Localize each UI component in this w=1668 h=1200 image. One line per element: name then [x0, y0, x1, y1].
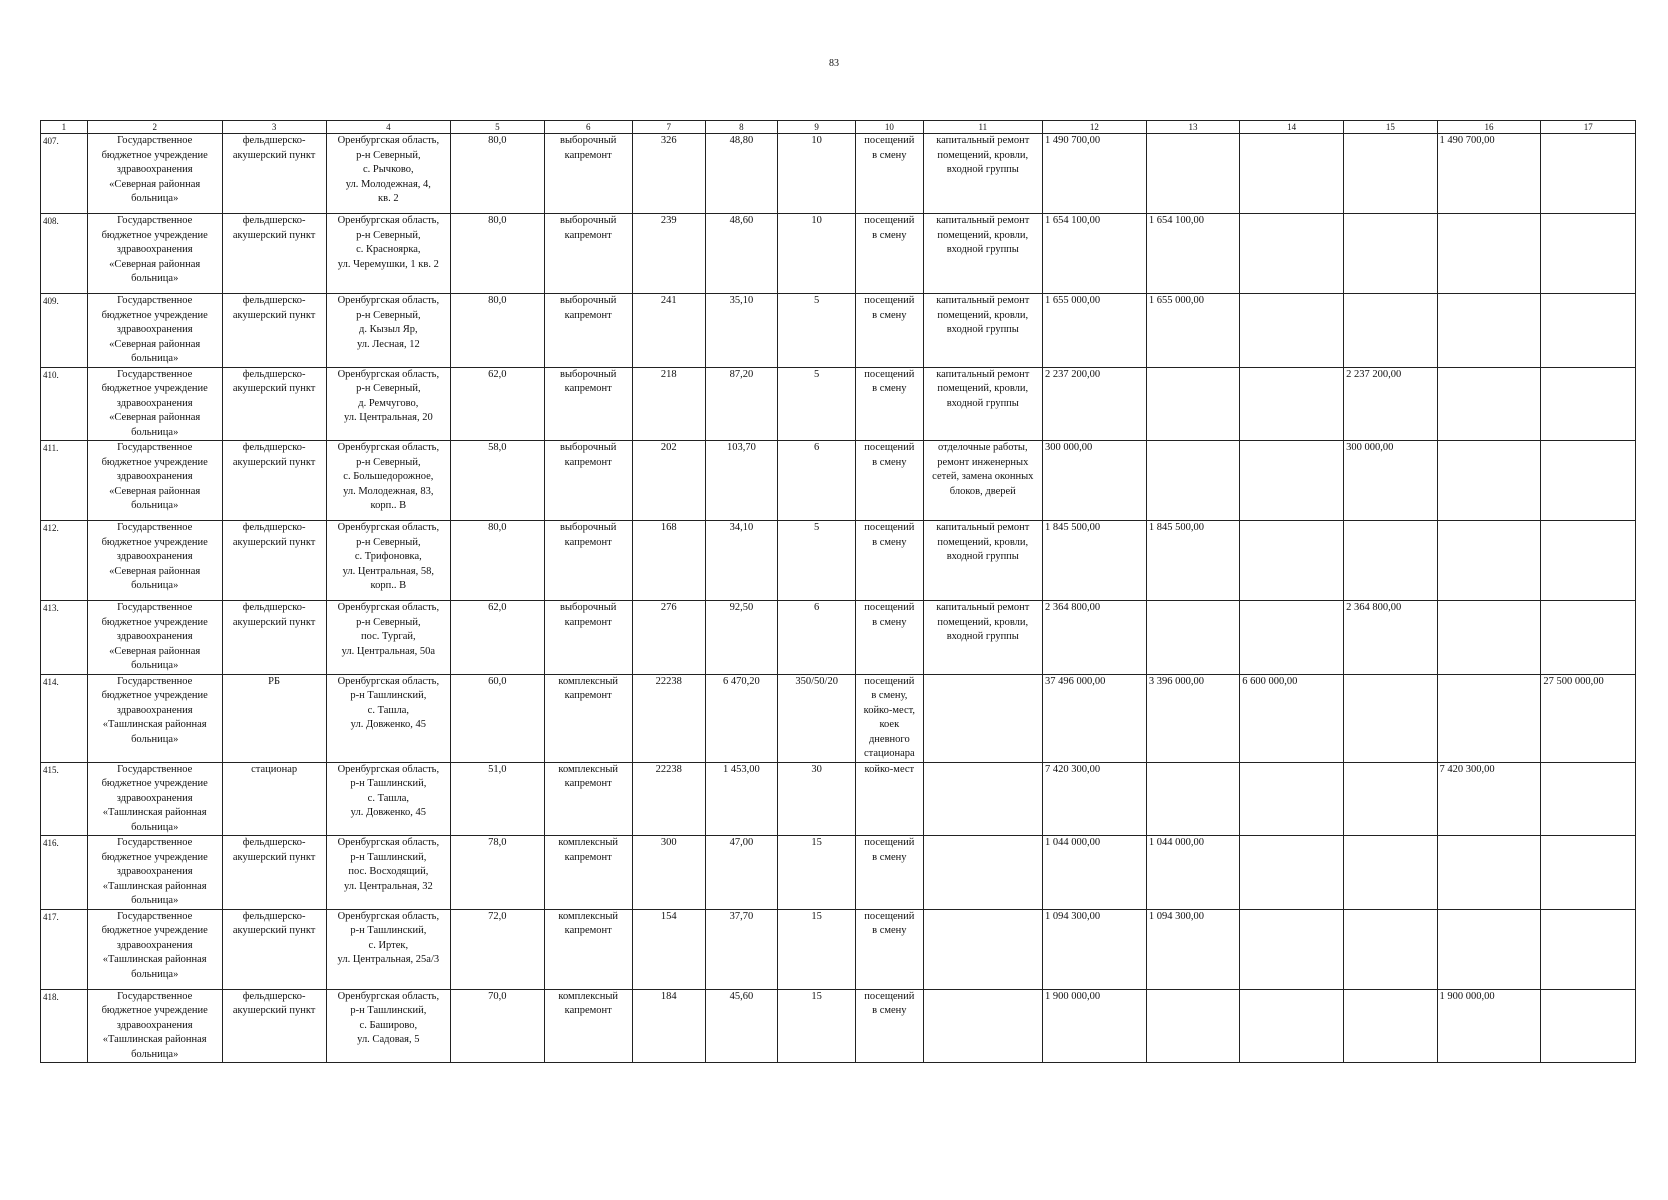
- col9-value: 6: [778, 601, 856, 675]
- col9-value: 10: [778, 214, 856, 294]
- column-number: 3: [222, 121, 326, 134]
- column-number: 13: [1146, 121, 1239, 134]
- col9-value: 350/50/20: [778, 674, 856, 762]
- col8-value: 45,60: [705, 989, 778, 1063]
- facility-address: Оренбургская область, р-н Северный, с. Трифоновка, ул. Центральная, 58, корп.. В: [326, 521, 451, 601]
- organization-name: Государственное бюджетное учреждение здравоохранения «Ташлинская районная больница»: [87, 762, 222, 836]
- work-description: капитальный ремонт помещений, кровли, входной группы: [923, 214, 1042, 294]
- column-number: 5: [451, 121, 544, 134]
- amount-col16: [1437, 294, 1541, 368]
- col9-value: 15: [778, 836, 856, 910]
- col5-value: 80,0: [451, 134, 544, 214]
- amount-total: 2 364 800,00: [1042, 601, 1146, 675]
- amount-col16: [1437, 674, 1541, 762]
- amount-col16: [1437, 367, 1541, 441]
- col7-value: 300: [632, 836, 705, 910]
- column-number: 10: [856, 121, 923, 134]
- table-row: [41, 294, 1636, 368]
- organization-name: Государственное бюджетное учреждение здравоохранения «Северная районная больница»: [87, 367, 222, 441]
- facility-address: Оренбургская область, р-н Ташлинский, с. Иртек, ул. Центральная, 25а/3: [326, 909, 451, 989]
- work-description: капитальный ремонт помещений, кровли, входной группы: [923, 521, 1042, 601]
- facility-type: фельдшерско- акушерский пункт: [222, 441, 326, 521]
- capacity-unit: посещений в смену: [856, 441, 923, 521]
- capital-repair-table: [40, 120, 1636, 1063]
- amount-total: 1 900 000,00: [1042, 989, 1146, 1063]
- capacity-unit: посещений в смену: [856, 294, 923, 368]
- amount-col17: 27 500 000,00: [1541, 674, 1636, 762]
- amount-col14: [1240, 134, 1344, 214]
- amount-col16: [1437, 909, 1541, 989]
- col8-value: 47,00: [705, 836, 778, 910]
- amount-col16: 7 420 300,00: [1437, 762, 1541, 836]
- col9-value: 15: [778, 909, 856, 989]
- col5-value: 60,0: [451, 674, 544, 762]
- table-row: [41, 989, 1636, 1063]
- table-row: [41, 836, 1636, 910]
- facility-address: Оренбургская область, р-н Северный, с. Рычково, ул. Молодежная, 4, кв. 2: [326, 134, 451, 214]
- facility-type: РБ: [222, 674, 326, 762]
- row-number: 412.: [41, 521, 88, 601]
- work-description: [923, 836, 1042, 910]
- amount-col17: [1541, 134, 1636, 214]
- repair-type: комплексный капремонт: [544, 674, 632, 762]
- amount-col16: [1437, 601, 1541, 675]
- page-number: 83: [829, 58, 839, 69]
- col7-value: 154: [632, 909, 705, 989]
- col9-value: 30: [778, 762, 856, 836]
- col8-value: 92,50: [705, 601, 778, 675]
- col7-value: 239: [632, 214, 705, 294]
- table-row: [41, 909, 1636, 989]
- repair-type: выборочный капремонт: [544, 294, 632, 368]
- col5-value: 80,0: [451, 521, 544, 601]
- col7-value: 184: [632, 989, 705, 1063]
- amount-total: 7 420 300,00: [1042, 762, 1146, 836]
- amount-col17: [1541, 601, 1636, 675]
- organization-name: Государственное бюджетное учреждение здравоохранения «Ташлинская районная больница»: [87, 989, 222, 1063]
- row-number: 411.: [41, 441, 88, 521]
- col8-value: 37,70: [705, 909, 778, 989]
- table-row: [41, 214, 1636, 294]
- table-row: [41, 134, 1636, 214]
- amount-col17: [1541, 441, 1636, 521]
- col8-value: 103,70: [705, 441, 778, 521]
- amount-total: 1 845 500,00: [1042, 521, 1146, 601]
- amount-col15: [1344, 521, 1437, 601]
- work-description: капитальный ремонт помещений, кровли, входной группы: [923, 294, 1042, 368]
- column-number: 12: [1042, 121, 1146, 134]
- row-number: 418.: [41, 989, 88, 1063]
- amount-col14: [1240, 601, 1344, 675]
- organization-name: Государственное бюджетное учреждение здравоохранения «Ташлинская районная больница»: [87, 909, 222, 989]
- organization-name: Государственное бюджетное учреждение здравоохранения «Северная районная больница»: [87, 441, 222, 521]
- column-number: 4: [326, 121, 451, 134]
- organization-name: Государственное бюджетное учреждение здравоохранения «Северная районная больница»: [87, 601, 222, 675]
- facility-address: Оренбургская область, р-н Ташлинский, с. Ташла, ул. Довженко, 45: [326, 762, 451, 836]
- table-row: [41, 674, 1636, 762]
- col7-value: 22238: [632, 674, 705, 762]
- organization-name: Государственное бюджетное учреждение здравоохранения «Ташлинская районная больница»: [87, 674, 222, 762]
- amount-col17: [1541, 909, 1636, 989]
- column-number: 6: [544, 121, 632, 134]
- row-number: 413.: [41, 601, 88, 675]
- amount-col13: [1146, 441, 1239, 521]
- amount-col16: [1437, 214, 1541, 294]
- col8-value: 87,20: [705, 367, 778, 441]
- col7-value: 168: [632, 521, 705, 601]
- row-number: 407.: [41, 134, 88, 214]
- capacity-unit: посещений в смену: [856, 909, 923, 989]
- repair-type: комплексный капремонт: [544, 989, 632, 1063]
- facility-address: Оренбургская область, р-н Северный, с. Красноярка, ул. Черемушки, 1 кв. 2: [326, 214, 451, 294]
- organization-name: Государственное бюджетное учреждение здравоохранения «Северная районная больница»: [87, 214, 222, 294]
- amount-col14: [1240, 521, 1344, 601]
- col9-value: 5: [778, 367, 856, 441]
- column-number: 14: [1240, 121, 1344, 134]
- col8-value: 48,80: [705, 134, 778, 214]
- work-description: капитальный ремонт помещений, кровли, входной группы: [923, 134, 1042, 214]
- col5-value: 78,0: [451, 836, 544, 910]
- work-description: отделочные работы, ремонт инженерных сетей, замена оконных блоков, дверей: [923, 441, 1042, 521]
- facility-address: Оренбургская область, р-н Северный, д. Ремчугово, ул. Центральная, 20: [326, 367, 451, 441]
- amount-col14: [1240, 214, 1344, 294]
- amount-col17: [1541, 762, 1636, 836]
- facility-type: фельдшерско- акушерский пункт: [222, 601, 326, 675]
- col8-value: 48,60: [705, 214, 778, 294]
- column-number: 15: [1344, 121, 1437, 134]
- amount-col14: [1240, 989, 1344, 1063]
- col5-value: 58,0: [451, 441, 544, 521]
- amount-col16: [1437, 836, 1541, 910]
- amount-col15: 300 000,00: [1344, 441, 1437, 521]
- col9-value: 6: [778, 441, 856, 521]
- organization-name: Государственное бюджетное учреждение здравоохранения «Северная районная больница»: [87, 294, 222, 368]
- row-number: 417.: [41, 909, 88, 989]
- amount-total: 300 000,00: [1042, 441, 1146, 521]
- capacity-unit: посещений в смену: [856, 989, 923, 1063]
- col8-value: 35,10: [705, 294, 778, 368]
- col7-value: 276: [632, 601, 705, 675]
- amount-col17: [1541, 214, 1636, 294]
- repair-type: выборочный капремонт: [544, 214, 632, 294]
- col5-value: 70,0: [451, 989, 544, 1063]
- row-number: 409.: [41, 294, 88, 368]
- amount-col13: 1 044 000,00: [1146, 836, 1239, 910]
- amount-col14: [1240, 367, 1344, 441]
- amount-col15: 2 364 800,00: [1344, 601, 1437, 675]
- amount-col16: 1 900 000,00: [1437, 989, 1541, 1063]
- amount-col15: [1344, 762, 1437, 836]
- repair-type: выборочный капремонт: [544, 441, 632, 521]
- facility-type: фельдшерско- акушерский пункт: [222, 836, 326, 910]
- amount-col17: [1541, 836, 1636, 910]
- amount-col13: 3 396 000,00: [1146, 674, 1239, 762]
- amount-col15: 2 237 200,00: [1344, 367, 1437, 441]
- amount-col14: [1240, 762, 1344, 836]
- amount-col13: 1 655 000,00: [1146, 294, 1239, 368]
- work-description: капитальный ремонт помещений, кровли, входной группы: [923, 601, 1042, 675]
- organization-name: Государственное бюджетное учреждение здравоохранения «Северная районная больница»: [87, 134, 222, 214]
- column-number: 17: [1541, 121, 1636, 134]
- organization-name: Государственное бюджетное учреждение здравоохранения «Северная районная больница»: [87, 521, 222, 601]
- amount-col13: 1 094 300,00: [1146, 909, 1239, 989]
- amount-col17: [1541, 989, 1636, 1063]
- facility-address: Оренбургская область, р-н Северный, д. Кызыл Яр, ул. Лесная, 12: [326, 294, 451, 368]
- col5-value: 80,0: [451, 214, 544, 294]
- column-number: 16: [1437, 121, 1541, 134]
- capacity-unit: посещений в смену: [856, 214, 923, 294]
- amount-col13: [1146, 989, 1239, 1063]
- col8-value: 34,10: [705, 521, 778, 601]
- repair-type: комплексный капремонт: [544, 836, 632, 910]
- amount-total: 1 654 100,00: [1042, 214, 1146, 294]
- column-number-row: [41, 121, 1636, 134]
- repair-type: комплексный капремонт: [544, 909, 632, 989]
- capacity-unit: посещений в смену: [856, 521, 923, 601]
- amount-total: 2 237 200,00: [1042, 367, 1146, 441]
- amount-total: 37 496 000,00: [1042, 674, 1146, 762]
- facility-type: фельдшерско- акушерский пункт: [222, 134, 326, 214]
- col5-value: 51,0: [451, 762, 544, 836]
- table-row: [41, 601, 1636, 675]
- amount-col15: [1344, 134, 1437, 214]
- organization-name: Государственное бюджетное учреждение здравоохранения «Ташлинская районная больница»: [87, 836, 222, 910]
- capacity-unit: койко-мест: [856, 762, 923, 836]
- amount-col15: [1344, 214, 1437, 294]
- row-number: 414.: [41, 674, 88, 762]
- col7-value: 218: [632, 367, 705, 441]
- col7-value: 241: [632, 294, 705, 368]
- table-row: [41, 762, 1636, 836]
- table-row: [41, 367, 1636, 441]
- amount-col16: [1437, 521, 1541, 601]
- repair-type: выборочный капремонт: [544, 601, 632, 675]
- facility-address: Оренбургская область, р-н Северный, пос. Тургай, ул. Центральная, 50а: [326, 601, 451, 675]
- amount-total: 1 094 300,00: [1042, 909, 1146, 989]
- col7-value: 202: [632, 441, 705, 521]
- column-number: 7: [632, 121, 705, 134]
- facility-type: фельдшерско- акушерский пункт: [222, 214, 326, 294]
- facility-address: Оренбургская область, р-н Ташлинский, с. Баширово, ул. Садовая, 5: [326, 989, 451, 1063]
- repair-type: комплексный капремонт: [544, 762, 632, 836]
- work-description: [923, 909, 1042, 989]
- amount-total: 1 490 700,00: [1042, 134, 1146, 214]
- row-number: 408.: [41, 214, 88, 294]
- capacity-unit: посещений в смену, койко-мест, коек дневного стационара: [856, 674, 923, 762]
- facility-type: фельдшерско- акушерский пункт: [222, 521, 326, 601]
- col5-value: 62,0: [451, 601, 544, 675]
- amount-col14: 6 600 000,00: [1240, 674, 1344, 762]
- amount-col15: [1344, 909, 1437, 989]
- amount-col15: [1344, 294, 1437, 368]
- column-number: 1: [41, 121, 88, 134]
- work-description: [923, 989, 1042, 1063]
- col9-value: 5: [778, 521, 856, 601]
- col9-value: 15: [778, 989, 856, 1063]
- col5-value: 62,0: [451, 367, 544, 441]
- table-row: [41, 441, 1636, 521]
- amount-col17: [1541, 294, 1636, 368]
- capacity-unit: посещений в смену: [856, 601, 923, 675]
- work-description: [923, 762, 1042, 836]
- amount-col17: [1541, 367, 1636, 441]
- facility-address: Оренбургская область, р-н Ташлинский, с. Ташла, ул. Довженко, 45: [326, 674, 451, 762]
- amount-col14: [1240, 909, 1344, 989]
- col5-value: 80,0: [451, 294, 544, 368]
- facility-type: фельдшерско- акушерский пункт: [222, 294, 326, 368]
- table-row: [41, 521, 1636, 601]
- amount-col13: 1 845 500,00: [1146, 521, 1239, 601]
- col8-value: 1 453,00: [705, 762, 778, 836]
- facility-type: фельдшерско- акушерский пункт: [222, 989, 326, 1063]
- amount-col14: [1240, 836, 1344, 910]
- col9-value: 5: [778, 294, 856, 368]
- facility-address: Оренбургская область, р-н Северный, с. Большедорожное, ул. Молодежная, 83, корп.. В: [326, 441, 451, 521]
- capacity-unit: посещений в смену: [856, 367, 923, 441]
- amount-col16: 1 490 700,00: [1437, 134, 1541, 214]
- facility-type: фельдшерско- акушерский пункт: [222, 909, 326, 989]
- facility-type: фельдшерско- акушерский пункт: [222, 367, 326, 441]
- amount-col16: [1437, 441, 1541, 521]
- work-description: капитальный ремонт помещений, кровли, входной группы: [923, 367, 1042, 441]
- row-number: 415.: [41, 762, 88, 836]
- column-number: 2: [87, 121, 222, 134]
- amount-col13: [1146, 134, 1239, 214]
- amount-col14: [1240, 294, 1344, 368]
- amount-total: 1 655 000,00: [1042, 294, 1146, 368]
- repair-type: выборочный капремонт: [544, 134, 632, 214]
- amount-col15: [1344, 674, 1437, 762]
- row-number: 410.: [41, 367, 88, 441]
- column-number: 9: [778, 121, 856, 134]
- column-number: 11: [923, 121, 1042, 134]
- facility-address: Оренбургская область, р-н Ташлинский, пос. Восходящий, ул. Центральная, 32: [326, 836, 451, 910]
- row-number: 416.: [41, 836, 88, 910]
- amount-col13: [1146, 601, 1239, 675]
- amount-col13: 1 654 100,00: [1146, 214, 1239, 294]
- amount-col15: [1344, 989, 1437, 1063]
- amount-total: 1 044 000,00: [1042, 836, 1146, 910]
- amount-col17: [1541, 521, 1636, 601]
- amount-col13: [1146, 367, 1239, 441]
- col7-value: 326: [632, 134, 705, 214]
- amount-col13: [1146, 762, 1239, 836]
- facility-type: стационар: [222, 762, 326, 836]
- repair-type: выборочный капремонт: [544, 367, 632, 441]
- col8-value: 6 470,20: [705, 674, 778, 762]
- col5-value: 72,0: [451, 909, 544, 989]
- col9-value: 10: [778, 134, 856, 214]
- repair-type: выборочный капремонт: [544, 521, 632, 601]
- capacity-unit: посещений в смену: [856, 836, 923, 910]
- work-description: [923, 674, 1042, 762]
- amount-col14: [1240, 441, 1344, 521]
- col7-value: 22238: [632, 762, 705, 836]
- amount-col15: [1344, 836, 1437, 910]
- capacity-unit: посещений в смену: [856, 134, 923, 214]
- column-number: 8: [705, 121, 778, 134]
